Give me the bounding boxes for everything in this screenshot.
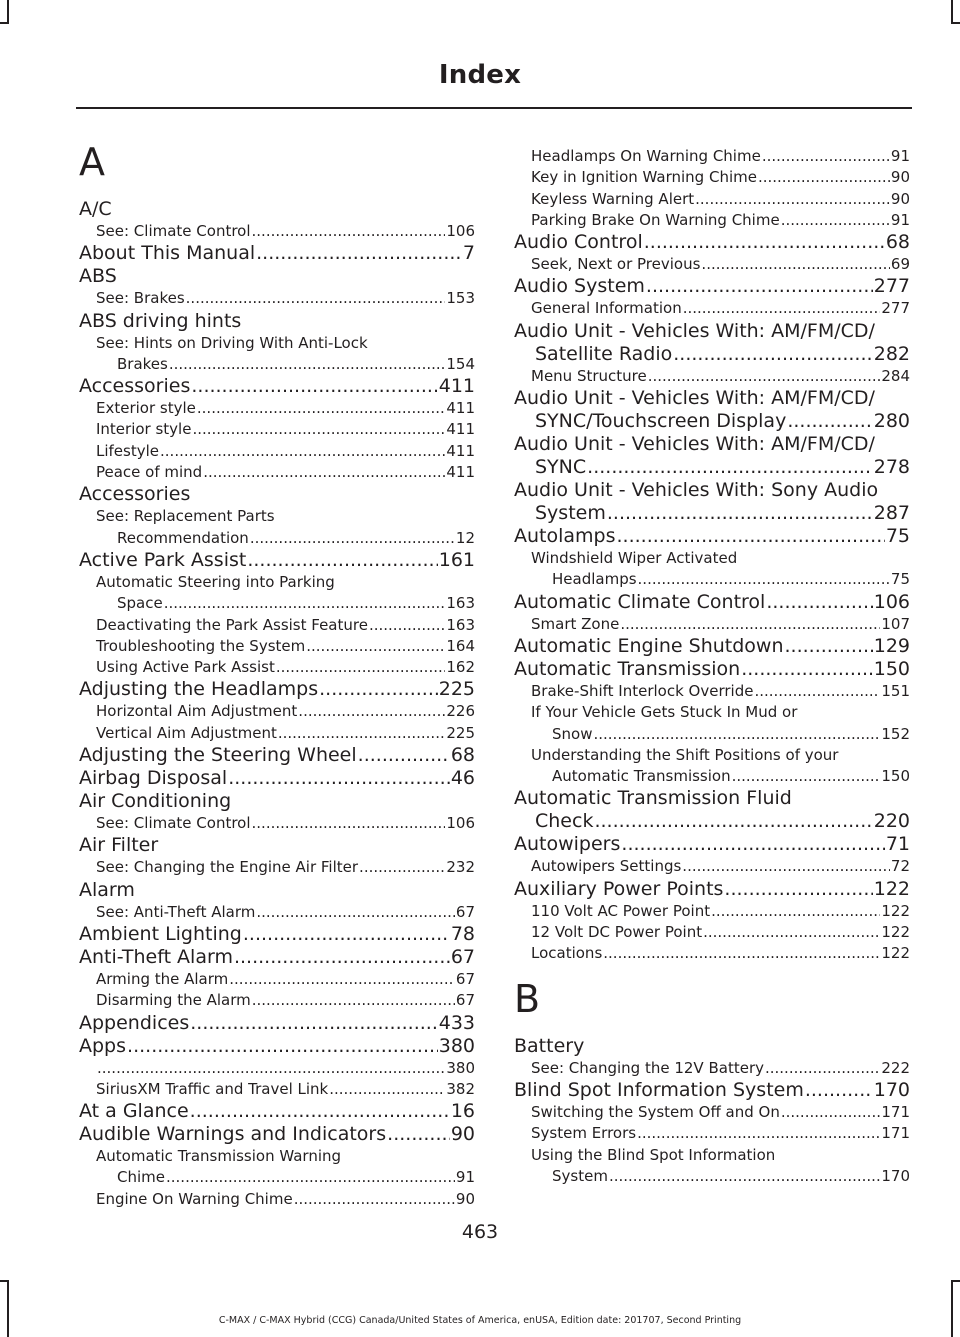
index-entry[interactable]: Apps ..... 380 [79, 1035, 475, 1058]
index-column-right [514, 146, 910, 1187]
index-subentry[interactable]: Understanding the Shift Positions of your Automatic Transmission ..... 150 [514, 745, 910, 788]
index-subentry[interactable]: Seek, Next or Previous ..... 69 [514, 254, 910, 275]
index-entry[interactable]: Adjusting the Steering Wheel ..... 68 [79, 744, 475, 767]
index-entry[interactable]: Auxiliary Power Points ..... 122 [514, 878, 910, 901]
index-subentry[interactable]: SiriusXM Traffic and Travel Link ..... 382 [79, 1079, 475, 1100]
index-subentry[interactable]: See: Brakes ..... 153 [79, 288, 475, 309]
index-heading: Alarm [79, 878, 135, 901]
index-entry[interactable]: Airbag Disposal ..... 46 [79, 767, 475, 790]
index-heading: Air Conditioning [79, 790, 232, 813]
index-heading: A/C [79, 198, 112, 220]
index-subentry[interactable]: See: Changing the Engine Air Filter ..... 232 [79, 857, 475, 878]
index-subentry[interactable]: ..... 380 [79, 1058, 475, 1079]
crop-mark [0, 22, 9, 24]
index-subentry[interactable]: Lifestyle ..... 411 [79, 441, 475, 462]
index-subentry[interactable]: If Your Vehicle Gets Stuck In Mud or Snow ..... 152 [514, 702, 910, 745]
index-subentry[interactable]: Keyless Warning Alert ..... 90 [514, 189, 910, 210]
index-subentry[interactable]: Menu Structure ..... 284 [514, 366, 910, 387]
index-subentry[interactable]: Autowipers Settings ..... 72 [514, 856, 910, 877]
index-entry[interactable]: Audio Control ..... 68 [514, 231, 910, 254]
index-entry[interactable]: Anti-Theft Alarm ..... 67 [79, 946, 475, 969]
crop-mark [951, 1280, 953, 1337]
index-subentry[interactable]: Arming the Alarm ..... 67 [79, 969, 475, 990]
index-subentry[interactable]: Interior style ..... 411 [79, 419, 475, 440]
index-entry[interactable]: Autowipers ..... 71 [514, 833, 910, 856]
index-entry[interactable]: Appendices ..... 433 [79, 1012, 475, 1035]
index-subentry[interactable]: See: Anti-Theft Alarm ..... 67 [79, 902, 475, 923]
index-subentry[interactable]: Vertical Aim Adjustment ..... 225 [79, 723, 475, 744]
index-subentry[interactable]: Using Active Park Assist ..... 162 [79, 657, 475, 678]
index-entry[interactable]: Accessories ..... 411 [79, 375, 475, 398]
index-subentry[interactable]: 110 Volt AC Power Point ..... 122 [514, 901, 910, 922]
index-entry[interactable]: Ambient Lighting ..... 78 [79, 923, 475, 946]
index-subentry[interactable]: Locations ..... 122 [514, 943, 910, 964]
index-subentry[interactable]: Windshield Wiper Activated Headlamps ..... 75 [514, 548, 910, 591]
index-subentry[interactable]: Automatic Steering into Parking Space ..... 163 [79, 572, 475, 615]
index-entry[interactable]: Automatic Engine Shutdown ..... 129 [514, 635, 910, 658]
index-entry[interactable]: Automatic Transmission ..... 150 [514, 658, 910, 681]
index-subentry[interactable]: Exterior style ..... 411 [79, 398, 475, 419]
page-title: Index [438, 60, 522, 90]
index-subentry[interactable]: Automatic Transmission Warning Chime ..... 91 [79, 1146, 475, 1189]
index-entry[interactable]: Audible Warnings and Indicators ..... 90 [79, 1123, 475, 1146]
index-subentry[interactable]: Horizontal Aim Adjustment ..... 226 [79, 701, 475, 722]
index-entry[interactable]: At a Glance ..... 16 [79, 1100, 475, 1123]
page-number: 463 [461, 1221, 499, 1243]
index-heading: Air Filter [79, 834, 159, 857]
title-divider [76, 107, 912, 109]
index-subentry[interactable]: Using the Blind Spot Information System ..... 170 [514, 1145, 910, 1188]
index-subentry[interactable]: Peace of mind ..... 411 [79, 462, 475, 483]
index-heading: Battery [514, 1034, 585, 1057]
section-letter: B [514, 976, 541, 1021]
index-entry[interactable]: Blind Spot Information System ..... 170 [514, 1079, 910, 1102]
index-subentry[interactable]: Disarming the Alarm ..... 67 [79, 990, 475, 1011]
index-subentry[interactable]: Headlamps On Warning Chime ..... 91 [514, 146, 910, 167]
index-subentry[interactable]: 12 Volt DC Power Point ..... 122 [514, 922, 910, 943]
footer-edition-info: C-MAX / C-MAX Hybrid (CCG) Canada/United States of America, enUSA, Edition date: 201707, Second Printing [218, 1315, 742, 1326]
index-entry[interactable]: About This Manual ..... 7 [79, 242, 475, 265]
index-heading: ABS [79, 265, 117, 288]
index-subentry[interactable]: General Information ..... 277 [514, 298, 910, 319]
index-subentry[interactable]: See: Climate Control ..... 106 [79, 813, 475, 834]
index-subentry[interactable]: Smart Zone ..... 107 [514, 614, 910, 635]
index-entry[interactable]: Automatic Climate Control ..... 106 [514, 591, 910, 614]
crop-mark [951, 22, 960, 24]
index-entry[interactable]: Audio Unit - Vehicles With: AM/FM/CD/ SYNC ..... 278 [514, 433, 910, 479]
index-subentry[interactable]: See: Climate Control ..... 106 [79, 221, 475, 242]
index-subentry[interactable]: Parking Brake On Warning Chime ..... 91 [514, 210, 910, 231]
index-subentry[interactable]: Key in Ignition Warning Chime ..... 90 [514, 167, 910, 188]
index-subentry[interactable]: Troubleshooting the System ..... 164 [79, 636, 475, 657]
index-entry[interactable]: Audio Unit - Vehicles With: AM/FM/CD/ Satellite Radio ..... 282 [514, 320, 910, 366]
index-entry[interactable]: Audio Unit - Vehicles With: AM/FM/CD/ SYNC/Touchscreen Display ..... 280 [514, 387, 910, 433]
crop-mark [951, 1280, 960, 1282]
crop-mark [951, 0, 953, 24]
index-subentry[interactable]: See: Changing the 12V Battery ..... 222 [514, 1058, 910, 1079]
index-subentry[interactable]: Engine On Warning Chime ..... 90 [79, 1189, 475, 1210]
crop-mark [7, 1280, 9, 1337]
index-entry[interactable]: Automatic Transmission Fluid Check ..... 220 [514, 787, 910, 833]
index-entry[interactable]: Autolamps ..... 75 [514, 525, 910, 548]
index-entry[interactable]: Active Park Assist ..... 161 [79, 549, 475, 572]
section-letter: A [79, 140, 105, 184]
index-entry[interactable]: Audio Unit - Vehicles With: Sony Audio System ..... 287 [514, 479, 910, 525]
index-entry[interactable]: Audio System ..... 277 [514, 275, 910, 298]
index-entry[interactable]: Adjusting the Headlamps ..... 225 [79, 678, 475, 701]
index-subentry[interactable]: Deactivating the Park Assist Feature ..... 163 [79, 615, 475, 636]
crop-mark [7, 0, 9, 24]
index-subentry[interactable]: Switching the System Off and On ..... 171 [514, 1102, 910, 1123]
index-subentry[interactable]: See: Replacement Parts Recommendation ..... 12 [79, 506, 475, 549]
index-heading: Accessories [79, 483, 191, 506]
index-column-left [79, 138, 475, 1210]
index-subentry[interactable]: System Errors ..... 171 [514, 1123, 910, 1144]
index-subentry[interactable]: Brake-Shift Interlock Override ..... 151 [514, 681, 910, 702]
crop-mark [0, 1280, 9, 1282]
index-subentry[interactable]: See: Hints on Driving With Anti-Lock Brakes ..... 154 [79, 333, 475, 376]
index-heading: ABS driving hints [79, 309, 242, 332]
